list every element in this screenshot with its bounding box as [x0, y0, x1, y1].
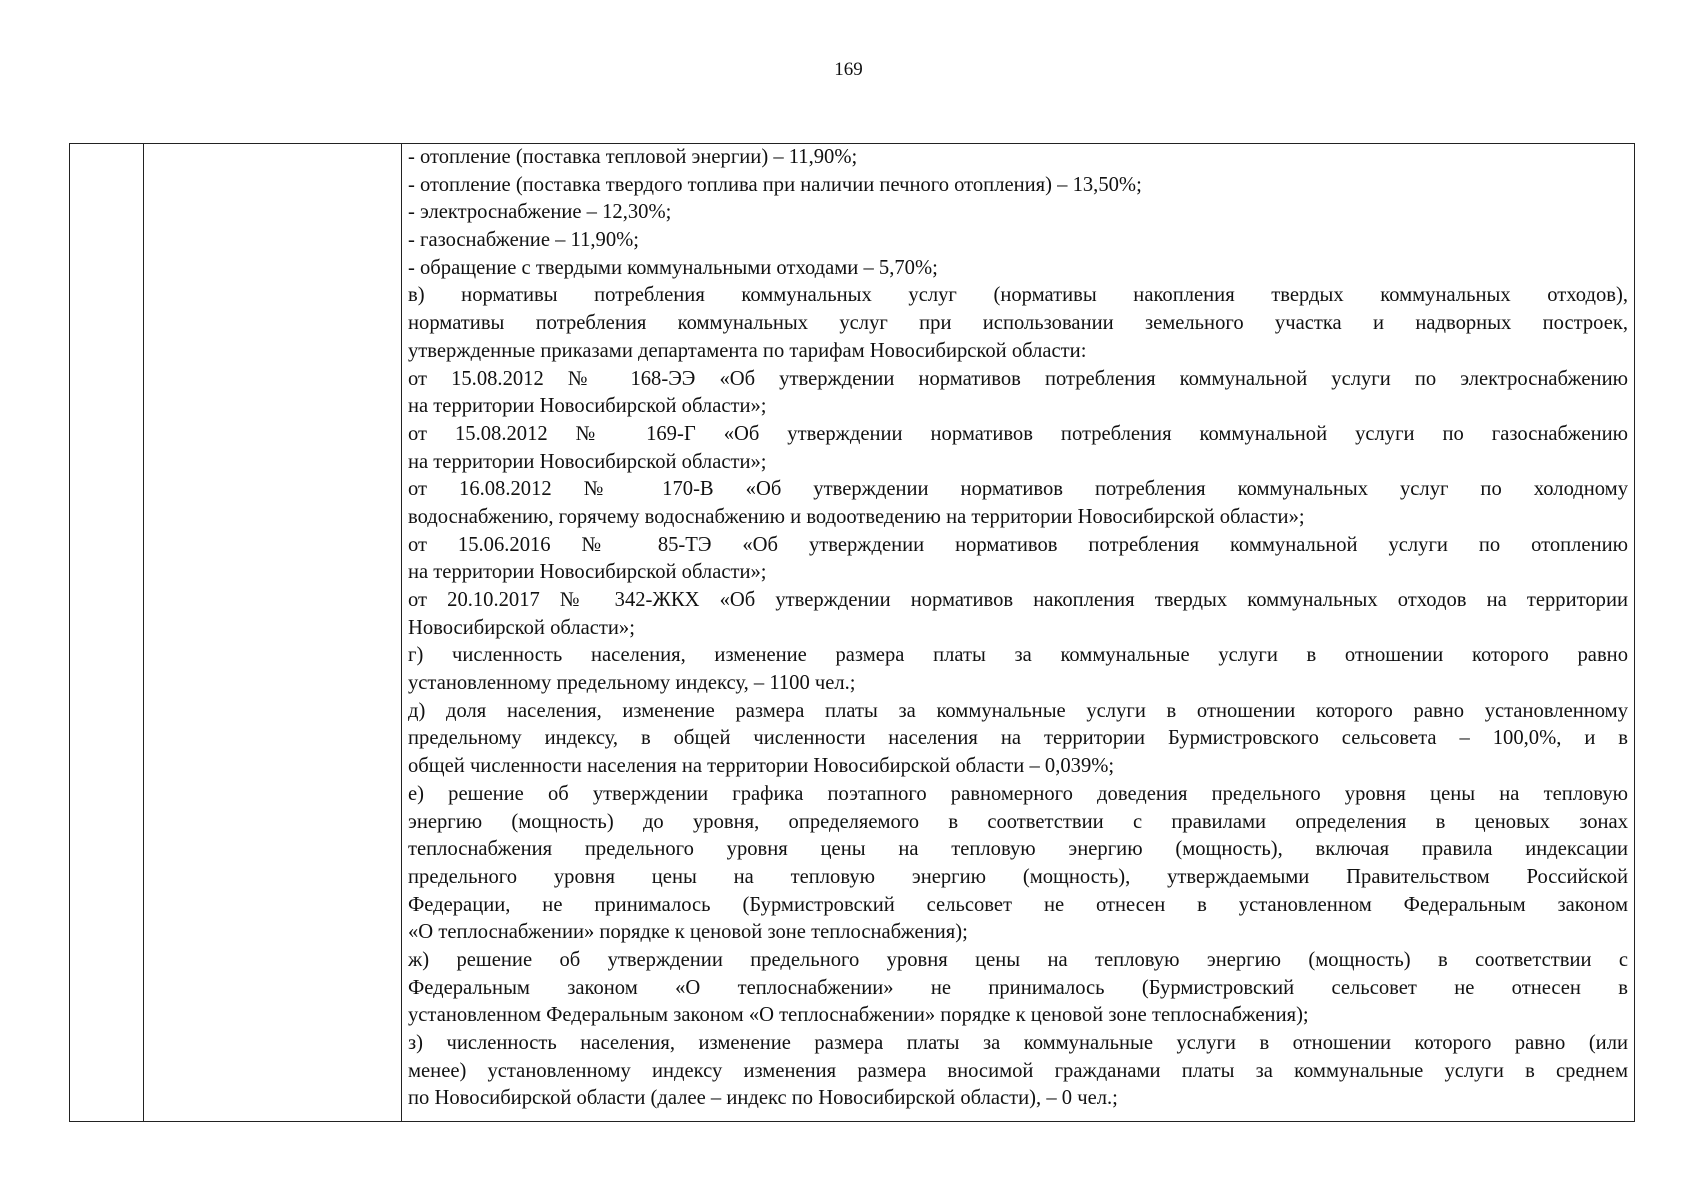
page-number: 169 [834, 59, 863, 80]
table-column-name [144, 144, 402, 1121]
table-column-number [70, 144, 144, 1121]
text-line: от 16.08.2012 № 170-В «Об утверждении нормативов потребления коммунальных услуг по холодному [408, 478, 1628, 501]
text-line: энергию (мощность) до уровня, определяемого в соответствии с правилами определения в ценовых зонах [408, 810, 1628, 833]
text-line: нормативы потребления коммунальных услуг при использовании земельного участка и надворных построек, [408, 312, 1628, 335]
text-line: от 20.10.2017 № 342-ЖКХ «Об утверждении нормативов накопления твердых коммунальных отходов на территории [408, 589, 1628, 611]
text-line: от 15.08.2012 № 169-Г «Об утверждении нормативов потребления коммунальной услуги по газоснабжению [408, 422, 1628, 445]
text-line: г) численность населения, изменение размера платы за коммунальные услуги в отношении которого равно [408, 644, 1628, 667]
text-line: водоснабжению, горячему водоснабжению и водоотведению на территории Новосибирской области»; [408, 505, 1305, 528]
text-line: з) численность населения, изменение размера платы за коммунальные услуги в отношении которого равно (или [408, 1032, 1628, 1054]
text-line: установленному предельному индексу, – 1100 чел.; [408, 672, 856, 695]
text-line: утвержденные приказами департамента по тарифам Новосибирской области: [408, 339, 1087, 362]
text-line: - электроснабжение – 12,30%; [408, 201, 672, 224]
text-line: на территории Новосибирской области»; [408, 561, 767, 584]
text-line: от 15.06.2016 № 85-ТЭ «Об утверждении нормативов потребления коммунальной услуги по отоплению [408, 533, 1628, 556]
text-line: - обращение с твердыми коммунальными отходами – 5,70%; [408, 256, 938, 279]
text-line: «О теплоснабжении» порядке к ценовой зоне теплоснабжения); [408, 921, 968, 944]
text-line: Федерации, не принималось (Бурмистровский сельсовет не отнесен в установленном Федеральным законом [408, 893, 1628, 916]
table-column-content [402, 144, 1634, 1121]
text-line: ж) решение об утверждении предельного уровня цены на тепловую энергию (мощность) в соответствии с [408, 948, 1628, 971]
text-line: на территории Новосибирской области»; [408, 395, 767, 418]
text-line: - газоснабжение – 11,90%; [408, 229, 640, 252]
text-line: е) решение об утверждении графика поэтапного равномерного доведения предельного уровня цены на тепловую [408, 782, 1628, 805]
text-line: теплоснабжения предельного уровня цены на тепловую энергию (мощность), включая правила индексации [408, 838, 1628, 861]
text-line: - отопление (поставка твердого топлива при наличии печного отопления) – 13,50%; [408, 173, 1142, 196]
text-line: - отопление (поставка тепловой энергии) – 11,90%; [408, 146, 858, 168]
text-line: д) доля населения, изменение размера платы за коммунальные услуги в отношении которого равно установленному [408, 699, 1628, 722]
text-line: по Новосибирской области (далее – индекс по Новосибирской области), – 0 чел.; [408, 1087, 1118, 1110]
text-line: Новосибирской области»; [408, 616, 635, 639]
text-line: общей численности населения на территории Новосибирской области – 0,039%; [408, 755, 1115, 778]
text-line: в) нормативы потребления коммунальных услуг (нормативы накопления твердых коммунальных отходов), [408, 284, 1628, 307]
text-line: на территории Новосибирской области»; [408, 450, 767, 473]
text-line: от 15.08.2012 № 168-ЭЭ «Об утверждении нормативов потребления коммунальной услуги по электроснабжению [408, 367, 1628, 390]
text-line: установленном Федеральным законом «О теплоснабжении» порядке к ценовой зоне теплоснабжения); [408, 1004, 1309, 1027]
text-line: Федеральным законом «О теплоснабжении» не принималось (Бурмистровский сельсовет не отнесен в [408, 976, 1628, 999]
text-line: предельного уровня цены на тепловую энергию (мощность), утверждаемыми Правительством Российской [408, 865, 1628, 888]
text-line: предельному индексу, в общей численности населения на территории Бурмистровского сельсовета – 100,0%, и в [408, 727, 1628, 750]
document-table [69, 143, 1635, 1122]
text-line: менее) установленному индексу изменения размера вносимой гражданами платы за коммунальные услуги в среднем [408, 1059, 1628, 1082]
